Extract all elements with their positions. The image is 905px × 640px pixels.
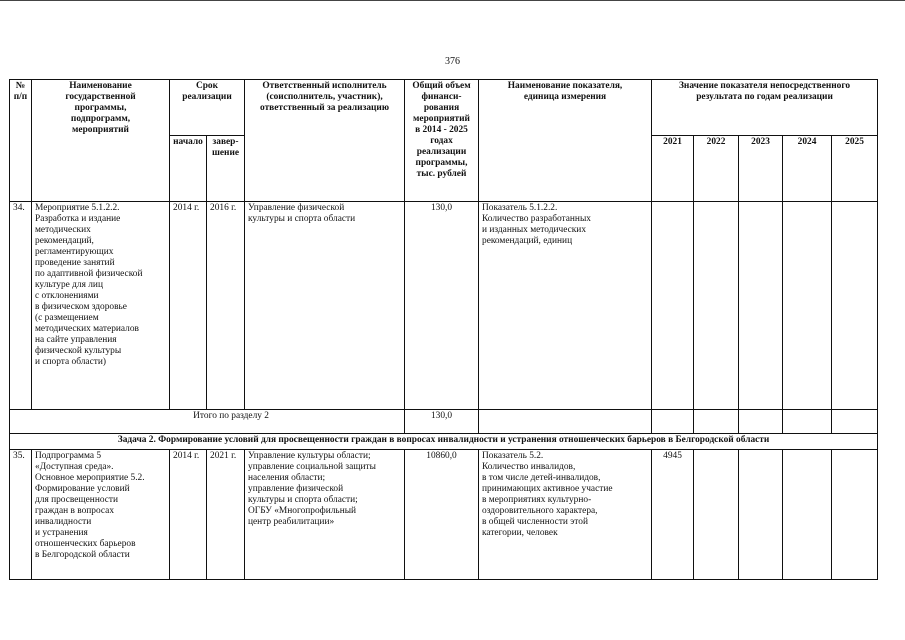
- row-value-2021: 4945: [652, 449, 694, 579]
- header-executor: Ответственный исполнитель (соисполнитель, участник), ответственный за реализацию: [245, 80, 405, 202]
- row-value-2023: [739, 202, 783, 409]
- total-label: Итого по разделу 2: [10, 409, 405, 433]
- header-row-1: [10, 80, 878, 136]
- total-empty-2025: [832, 409, 878, 433]
- row-value-2023: [739, 449, 783, 579]
- row-value-2022: [694, 202, 739, 409]
- row-name: Подпрограмма 5 «Доступная среда». Основное мероприятие 5.2. Формирование условий для просвещенности граждан в вопросах инвалидности и устранения отношенческих барьеров в Белгородской области: [32, 449, 170, 579]
- header-year-2024: 2024: [783, 136, 832, 202]
- row-start: 2014 г.: [170, 202, 207, 409]
- header-start: начало: [170, 136, 207, 202]
- row-value-2022: [694, 449, 739, 579]
- header-year-2021: 2021: [652, 136, 694, 202]
- row-num: 34.: [10, 202, 32, 409]
- header-year-2023: 2023: [739, 136, 783, 202]
- section-row: [10, 433, 878, 449]
- header-end: завер- шение: [207, 136, 245, 202]
- row-value-2021: [652, 202, 694, 409]
- total-empty-2023: [739, 409, 783, 433]
- page-number: 376: [445, 56, 460, 67]
- total-row: [10, 409, 878, 433]
- row-num: 35.: [10, 449, 32, 579]
- header-values: Значение показателя непосредственного результата по годам реализации: [652, 80, 878, 136]
- row-value-2025: [832, 202, 878, 409]
- header-year-2025: 2025: [832, 136, 878, 202]
- header-num: № п/п: [10, 80, 32, 202]
- total-empty-2022: [694, 409, 739, 433]
- header-term: Срок реализации: [170, 80, 245, 136]
- row-indicator: Показатель 5.1.2.2. Количество разработанных и изданных методических рекомендаций, единиц: [479, 202, 652, 409]
- header-indicator: Наименование показателя, единица измерения: [479, 80, 652, 202]
- row-start: 2014 г.: [170, 449, 207, 579]
- total-empty-2024: [783, 409, 832, 433]
- total-empty-indicator: [479, 409, 652, 433]
- header-year-2022: 2022: [694, 136, 739, 202]
- row-value-2024: [783, 449, 832, 579]
- top-edge-line: [0, 0, 905, 1]
- row-value-2024: [783, 202, 832, 409]
- total-volume: 130,0: [405, 409, 479, 433]
- row-end: 2016 г.: [207, 202, 245, 409]
- section-title: Задача 2. Формирование условий для просвещенности граждан в вопросах инвалидности и устранения отношенческих барьеров в Белгородской области: [10, 433, 878, 449]
- row-executor: Управление культуры области; управление социальной защиты населения области; управление физической культуры и спорта области; ОГБУ «Многопрофильный центр реабилитации»: [245, 449, 405, 579]
- row-end: 2021 г.: [207, 449, 245, 579]
- table-row: [10, 202, 878, 409]
- row-volume: 130,0: [405, 202, 479, 409]
- total-empty-2021: [652, 409, 694, 433]
- header-volume: Общий объем финанси- рования мероприятий в 2014 - 2025 годах реализации программы, тыс. рублей: [405, 80, 479, 202]
- program-table: [9, 79, 878, 580]
- row-indicator: Показатель 5.2. Количество инвалидов, в том числе детей-инвалидов, принимающих активное участие в мероприятиях культурно- оздоровительного характера, в общей численности этой категории, человек: [479, 449, 652, 579]
- row-value-2025: [832, 449, 878, 579]
- table-row: [10, 449, 878, 579]
- row-executor: Управление физической культуры и спорта области: [245, 202, 405, 409]
- header-name: Наименование государственной программы, подпрограмм, мероприятий: [32, 80, 170, 202]
- row-volume: 10860,0: [405, 449, 479, 579]
- row-name: Мероприятие 5.1.2.2. Разработка и издание методических рекомендаций, регламентирующих проведение занятий по адаптивной физической культуре для лиц с отклонениями в физическом здоровье (с размещением методических материалов на сайте управления физической культуры и спорта области): [32, 202, 170, 409]
